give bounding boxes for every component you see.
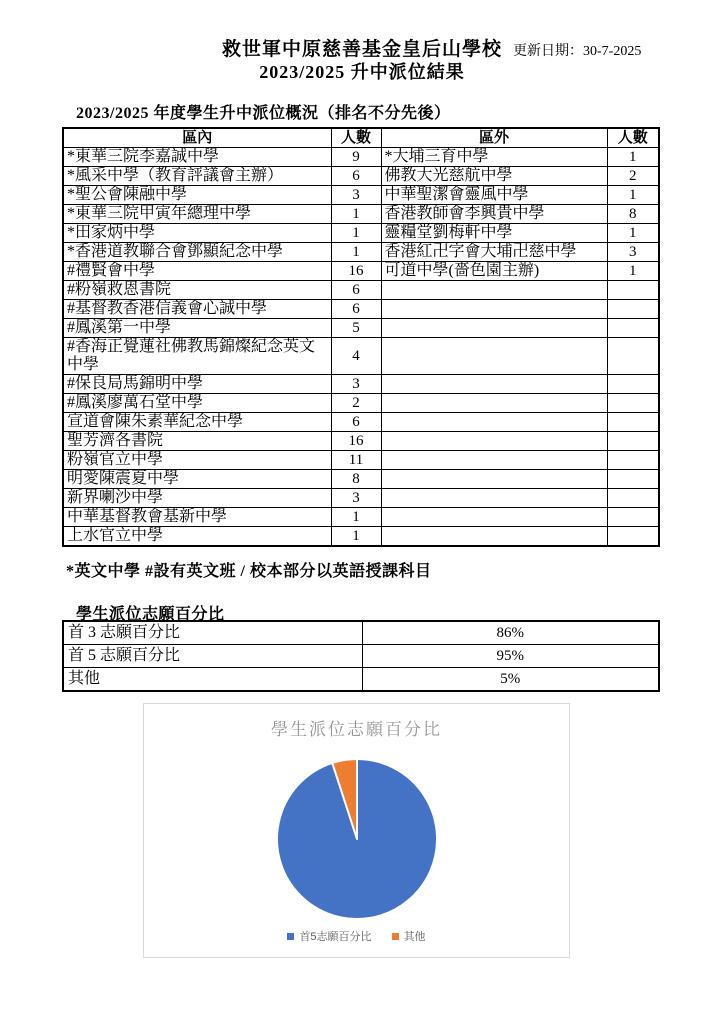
count-cell: 2 — [331, 394, 381, 413]
page-title: 救世軍中原慈善基金皇后山學校 — [221, 39, 502, 60]
school-name-cell: 香港紅卍字會大埔卍慈中學 — [381, 243, 607, 262]
count-cell — [607, 508, 659, 527]
school-name-cell: 可道中學(嗇色園主辦) — [381, 262, 607, 281]
count-cell: 4 — [331, 338, 381, 375]
school-name-cell — [381, 394, 607, 413]
count-cell: 1 — [607, 224, 659, 243]
percentage-label-cell: 首 5 志願百分比 — [63, 645, 362, 668]
placement-table — [62, 127, 660, 547]
school-name-cell — [381, 489, 607, 508]
school-name-cell — [381, 527, 607, 547]
school-name-cell: 香港教師會李興貴中學 — [381, 205, 607, 224]
count-cell: 5 — [331, 319, 381, 338]
table-row — [63, 489, 659, 508]
count-cell — [607, 338, 659, 375]
count-cell: 16 — [331, 262, 381, 281]
legend-swatch-icon — [287, 933, 294, 940]
count-cell: 6 — [331, 281, 381, 300]
count-cell: 2 — [607, 167, 659, 186]
school-name-cell: 中華聖潔會靈風中學 — [381, 186, 607, 205]
table-row — [63, 527, 659, 547]
school-name-cell: *東華三院甲寅年總理中學 — [63, 205, 331, 224]
table-row — [63, 262, 659, 281]
legend-item — [287, 928, 371, 944]
table-row — [63, 668, 659, 692]
school-name-cell — [381, 319, 607, 338]
count-cell: 8 — [331, 470, 381, 489]
count-cell: 1 — [331, 243, 381, 262]
school-name-cell: 靈糧堂劉梅軒中學 — [381, 224, 607, 243]
count-cell: 1 — [607, 148, 659, 167]
count-cell — [607, 489, 659, 508]
count-cell: 6 — [331, 167, 381, 186]
school-name-cell — [381, 375, 607, 394]
count-cell: 1 — [331, 508, 381, 527]
school-name-cell: 上水官立中學 — [63, 527, 331, 547]
school-name-cell — [381, 413, 607, 432]
count-cell: 9 — [331, 148, 381, 167]
page-subtitle: 2023/2025 升中派位結果 — [259, 62, 465, 82]
count-cell — [607, 413, 659, 432]
table-row — [63, 300, 659, 319]
school-name-cell: *大埔三育中學 — [381, 148, 607, 167]
column-header-in-district: 區內 — [63, 128, 331, 148]
placement-section-heading: 2023/2025 年度學生升中派位概況（排名不分先後） — [76, 105, 451, 122]
legend-swatch-icon — [392, 933, 399, 940]
table-row — [63, 621, 659, 645]
school-name-cell: 中華基督教會基新中學 — [63, 508, 331, 527]
school-name-cell: *東華三院李嘉誠中學 — [63, 148, 331, 167]
table-row — [63, 508, 659, 527]
pie-chart — [143, 703, 570, 958]
school-name-cell: *田家炳中學 — [63, 224, 331, 243]
school-name-cell — [381, 281, 607, 300]
table-row — [63, 319, 659, 338]
school-name-cell — [381, 470, 607, 489]
school-name-cell — [381, 508, 607, 527]
percentage-value-cell: 86% — [362, 621, 659, 645]
school-name-cell — [381, 451, 607, 470]
count-cell: 16 — [331, 432, 381, 451]
school-name-cell — [381, 300, 607, 319]
count-cell: 6 — [331, 300, 381, 319]
count-cell — [607, 300, 659, 319]
update-date: 更新日期：30-7-2025 — [513, 44, 642, 59]
table-row — [63, 243, 659, 262]
count-cell: 1 — [331, 527, 381, 547]
school-name-cell: #禮賢會中學 — [63, 262, 331, 281]
school-name-cell: #鳳溪第一中學 — [63, 319, 331, 338]
school-name-cell: *風采中學（教育評議會主辦） — [63, 167, 331, 186]
percentage-value-cell: 5% — [362, 668, 659, 692]
chart-title: 學生派位志願百分比 — [271, 720, 442, 739]
count-cell: 3 — [331, 186, 381, 205]
table-row — [63, 186, 659, 205]
count-cell: 1 — [331, 224, 381, 243]
count-cell: 11 — [331, 451, 381, 470]
school-name-cell: 聖芳濟各書院 — [63, 432, 331, 451]
table-row — [63, 645, 659, 668]
count-cell — [607, 319, 659, 338]
column-header-count: 人數 — [607, 128, 659, 148]
percentage-table-body — [63, 621, 659, 691]
count-cell — [607, 375, 659, 394]
legend-label: 其他 — [403, 931, 426, 943]
school-name-cell — [381, 432, 607, 451]
percentage-label-cell: 首 3 志願百分比 — [63, 621, 362, 645]
school-name-cell: 宣道會陳朱素華紀念中學 — [63, 413, 331, 432]
count-cell — [607, 432, 659, 451]
count-cell: 3 — [331, 375, 381, 394]
school-name-cell: *香港道教聯合會鄧顯紀念中學 — [63, 243, 331, 262]
percentage-value-cell: 95% — [362, 645, 659, 668]
legend-item — [392, 928, 426, 944]
chart-legend — [144, 928, 569, 944]
school-name-cell: 粉嶺官立中學 — [63, 451, 331, 470]
table-row — [63, 205, 659, 224]
table-row — [63, 224, 659, 243]
table-row — [63, 413, 659, 432]
school-name-cell: #香海正覺蓮社佛教馬錦燦紀念英文中學 — [63, 338, 331, 375]
school-name-cell: #鳳溪廖萬石堂中學 — [63, 394, 331, 413]
count-cell — [607, 470, 659, 489]
table-row — [63, 148, 659, 167]
percentage-section-heading: 學生派位志願百分比 — [76, 606, 225, 623]
percentage-label-cell: 其他 — [63, 668, 362, 692]
pie-svg — [144, 704, 569, 957]
school-name-cell: #基督教香港信義會心誠中學 — [63, 300, 331, 319]
count-cell — [607, 281, 659, 300]
count-cell — [607, 451, 659, 470]
column-header-count: 人數 — [331, 128, 381, 148]
percentage-table — [62, 620, 660, 692]
school-name-cell: 佛教大光慈航中學 — [381, 167, 607, 186]
table-row — [63, 167, 659, 186]
table-row — [63, 451, 659, 470]
footnote: *英文中學 #設有英文班 / 校本部分以英語授課科目 — [66, 563, 432, 580]
count-cell — [607, 527, 659, 547]
school-name-cell: *聖公會陳融中學 — [63, 186, 331, 205]
table-row — [63, 394, 659, 413]
school-name-cell: 新界喇沙中學 — [63, 489, 331, 508]
count-cell: 1 — [607, 262, 659, 281]
count-cell: 1 — [607, 186, 659, 205]
table-row — [63, 470, 659, 489]
count-cell — [607, 394, 659, 413]
count-cell: 3 — [607, 243, 659, 262]
placement-table-header-row — [63, 128, 659, 148]
table-row — [63, 281, 659, 300]
school-name-cell — [381, 338, 607, 375]
table-row — [63, 432, 659, 451]
school-name-cell: #粉嶺救恩書院 — [63, 281, 331, 300]
legend-label: 首5志願百分比 — [299, 931, 372, 943]
table-row — [63, 375, 659, 394]
column-header-out-district: 區外 — [381, 128, 607, 148]
school-name-cell: 明愛陳震夏中學 — [63, 470, 331, 489]
table-row — [63, 338, 659, 375]
count-cell: 3 — [331, 489, 381, 508]
placement-table-body — [63, 148, 659, 547]
school-name-cell: #保良局馬錦明中學 — [63, 375, 331, 394]
count-cell: 1 — [331, 205, 381, 224]
count-cell: 6 — [331, 413, 381, 432]
count-cell: 8 — [607, 205, 659, 224]
